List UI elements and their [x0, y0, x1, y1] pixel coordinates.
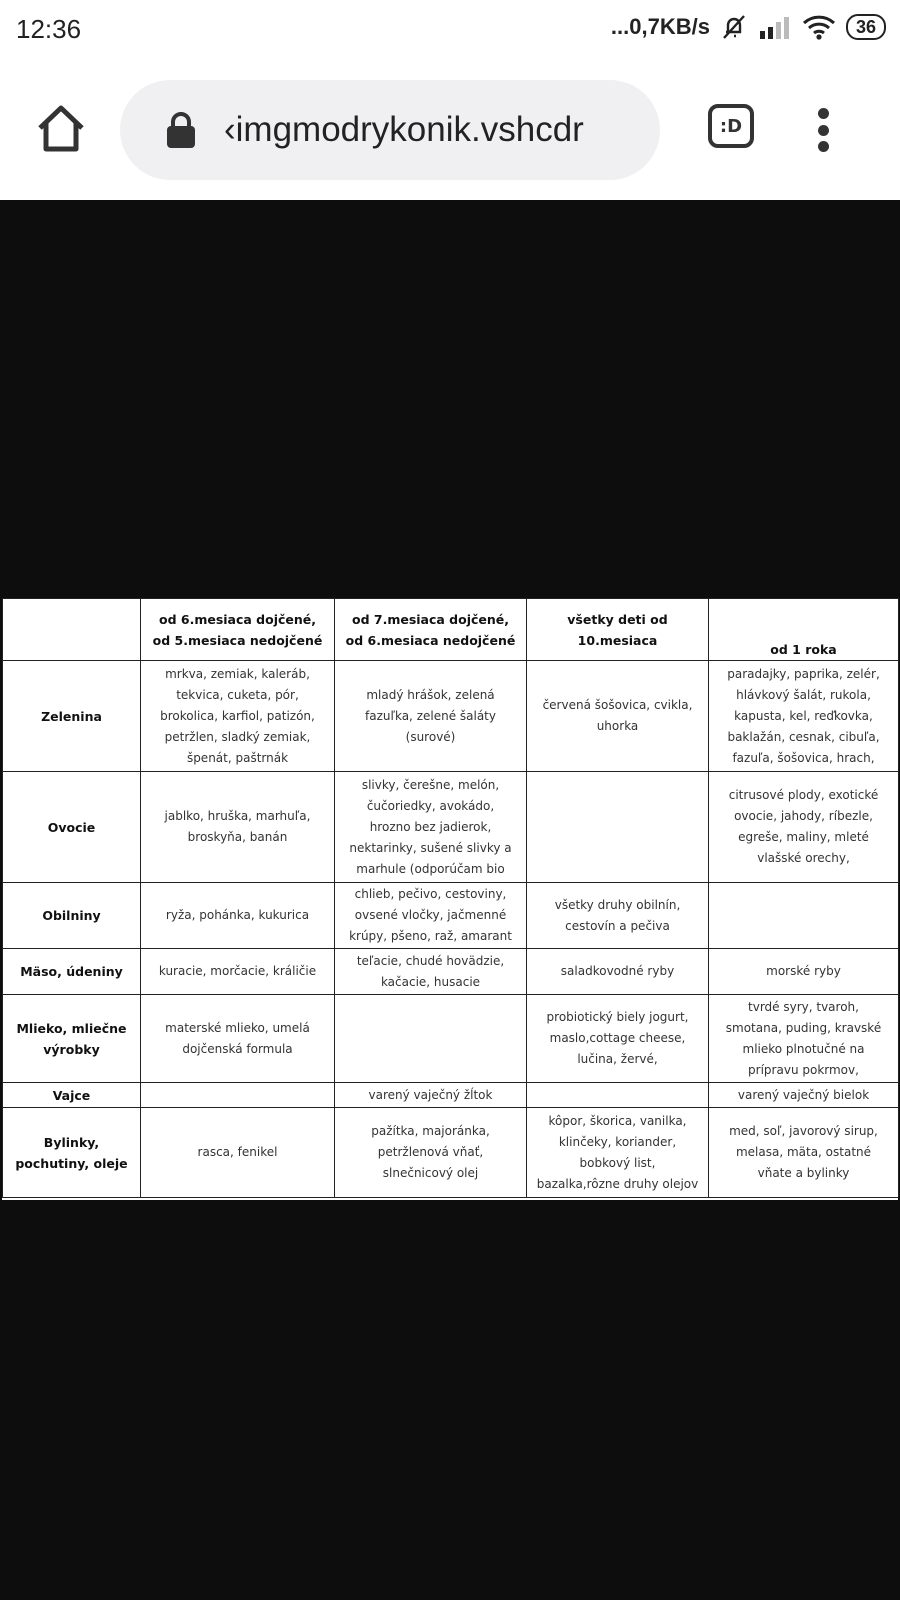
table-row	[3, 995, 899, 1083]
table-row	[3, 772, 899, 883]
table-cell: červená šošovica, cvikla, uhorka	[527, 661, 709, 772]
table-cell	[527, 772, 709, 883]
food-table	[2, 598, 899, 1198]
table-cell: slivky, čerešne, melón, čučoriedky, avokádo, hrozno bez jadierok, nektarinky, sušené slivky a marhule (odporúčam bio	[335, 772, 527, 883]
table-cell	[141, 1083, 335, 1108]
table-cell: tvrdé syry, tvaroh, smotana, puding, kravské mlieko plnotučné na prípravu pokrmov,	[709, 995, 899, 1083]
table-row	[3, 949, 899, 995]
header-text: od 1 roka	[770, 642, 837, 657]
header-cell	[527, 599, 709, 661]
home-icon[interactable]	[34, 102, 88, 156]
table-cell	[335, 995, 527, 1083]
table-cell: varený vaječný žĺtok	[335, 1083, 527, 1108]
category-cell: Bylinky, pochutiny, oleje	[3, 1108, 141, 1198]
category-cell: Ovocie	[3, 772, 141, 883]
tab-switcher-button[interactable]: :D	[708, 104, 754, 148]
battery-icon: 36	[846, 14, 886, 40]
table-cell: kuracie, morčacie, králičie	[141, 949, 335, 995]
table-cell: teľacie, chudé hovädzie, kačacie, husacie	[335, 949, 527, 995]
lock-icon	[164, 110, 198, 150]
table-cell: paradajky, paprika, zelér, hlávkový šalát, rukola, kapusta, kel, reďkovka, baklažán, cesnak, cibuľa, fazuľa, šošovica, hrach,	[709, 661, 899, 772]
table-cell: probiotický biely jogurt, maslo,cottage cheese, lučina, žervé,	[527, 995, 709, 1083]
table-cell: morské ryby	[709, 949, 899, 995]
header-cell	[3, 599, 141, 661]
table-cell: jablko, hruška, marhuľa, broskyňa, banán	[141, 772, 335, 883]
browser-toolbar	[0, 62, 900, 200]
signal-icon	[758, 15, 792, 39]
header-text: od 7.mesiaca dojčené, od 6.mesiaca nedojčené	[345, 611, 516, 648]
status-icons	[611, 14, 886, 40]
table-cell: mladý hrášok, zelená fazuľka, zelené šaláty (surové)	[335, 661, 527, 772]
table-header-row	[3, 599, 899, 661]
header-cell	[141, 599, 335, 661]
table-row	[3, 1108, 899, 1198]
food-table-image	[2, 598, 898, 1200]
status-bar	[0, 0, 900, 62]
category-cell: Obilniny	[3, 883, 141, 949]
table-cell	[527, 1083, 709, 1108]
table-cell: pažítka, majoránka, petržlenová vňať, slnečnicový olej	[335, 1108, 527, 1198]
table-cell: varený vaječný bielok	[709, 1083, 899, 1108]
wifi-icon	[802, 14, 836, 40]
more-menu-icon[interactable]	[816, 108, 830, 152]
table-row	[3, 661, 899, 772]
network-speed: ...0,7KB/s	[610, 14, 710, 39]
header-cell	[335, 599, 527, 661]
table-cell	[709, 883, 899, 949]
mute-icon	[720, 14, 748, 40]
header-cell	[709, 599, 899, 661]
url-text[interactable]: ‹imgmodrykonik.vshcdr	[224, 110, 584, 149]
address-bar[interactable]	[120, 80, 660, 180]
category-cell: Mäso, údeniny	[3, 949, 141, 995]
image-viewer	[0, 200, 900, 1600]
table-cell: saladkovodné ryby	[527, 949, 709, 995]
table-row	[3, 883, 899, 949]
table-cell: všetky druhy obilnín, cestovín a pečiva	[527, 883, 709, 949]
category-cell: Mlieko, mliečne výrobky	[3, 995, 141, 1083]
table-cell: rasca, fenikel	[141, 1108, 335, 1198]
status-time: 12:36	[16, 14, 82, 44]
table-row	[3, 1083, 899, 1108]
category-cell: Vajce	[3, 1083, 141, 1108]
table-cell: materské mlieko, umelá dojčenská formula	[141, 995, 335, 1083]
table-cell: mrkva, zemiak, kaleráb, tekvica, cuketa, pór, brokolica, karfiol, patizón, petržlen, sladký zemiak, špenát, paštrnák	[141, 661, 335, 772]
header-text: všetky deti od 10.mesiaca	[567, 611, 668, 648]
table-cell: kôpor, škorica, vanilka, klinčeky, koriander, bobkový list, bazalka,rôzne druhy olejov	[527, 1108, 709, 1198]
table-cell: chlieb, pečivo, cestoviny, ovsené vločky, jačmenné krúpy, pšeno, raž, amarant	[335, 883, 527, 949]
table-cell: citrusové plody, exotické ovocie, jahody, ríbezle, egreše, maliny, mleté vlašské orechy,	[709, 772, 899, 883]
table-cell: med, soľ, javorový sirup, melasa, mäta, ostatné vňate a bylinky	[709, 1108, 899, 1198]
table-cell: ryža, pohánka, kukurica	[141, 883, 335, 949]
category-cell: Zelenina	[3, 661, 141, 772]
header-text: od 6.mesiaca dojčené, od 5.mesiaca nedojčené	[152, 611, 323, 648]
